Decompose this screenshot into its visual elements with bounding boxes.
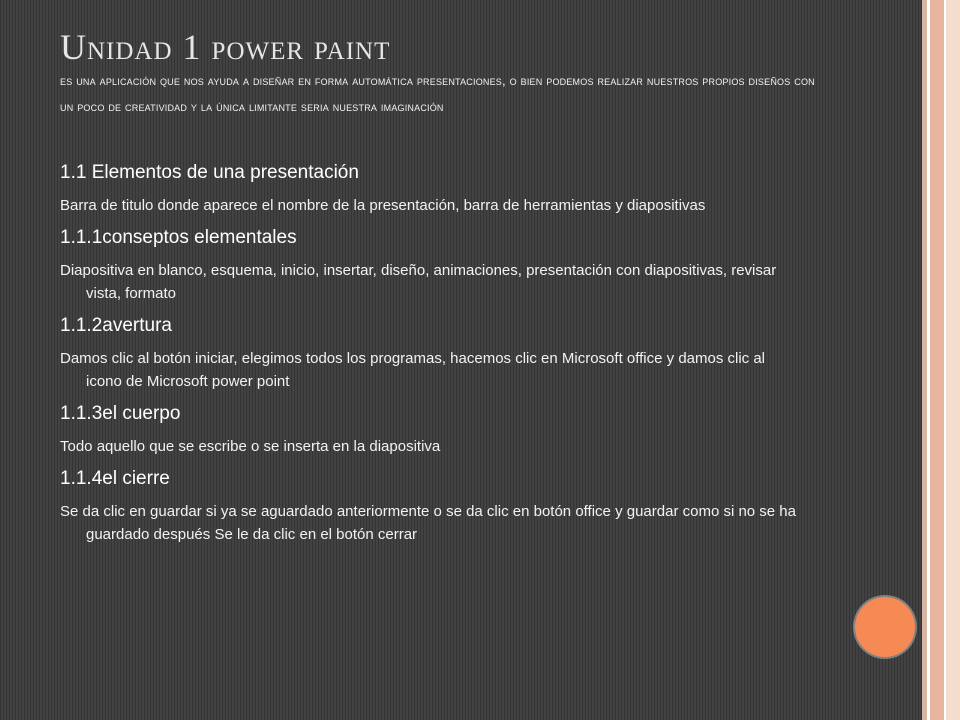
- slide-title: Unidad 1 power paint: [60, 27, 391, 67]
- accent-circle: [855, 597, 915, 657]
- slide-subtitle: es una aplicación que nos ayuda a diseñar en forma automática presentaciones, o bien podemos realizar nuestros propios diseños con un poco de creatividad y la única limitante seria nuestra imaginación: [60, 73, 815, 114]
- section-cierre: [60, 466, 800, 546]
- section-heading: 1.1.2avertura: [60, 315, 172, 336]
- section-text: Damos clic al botón iniciar, elegimos todos los programas, hacemos clic en Microsoft office y damos clic al icono de Microsoft power point: [60, 350, 766, 390]
- side-stripe-band: [930, 0, 944, 720]
- section-text: Se da clic en guardar si ya se aguardado anteriormente o se da clic en botón office y guardar como si no se ha guardado después Se le da clic en el botón cerrar: [60, 503, 796, 543]
- section-elementos: [60, 160, 800, 217]
- section-text: Diapositiva en blanco, esquema, inicio, insertar, diseño, animaciones, presentación con diapositivas, revisar vista, formato: [60, 262, 777, 302]
- section-text: Barra de titulo donde aparece el nombre de la presentación, barra de herramientas y diapositivas: [60, 197, 706, 214]
- section-heading: 1.1.4el cierre: [60, 468, 170, 489]
- section-cuerpo: [60, 401, 800, 458]
- section-heading: 1.1.3el cuerpo: [60, 403, 181, 424]
- slide-content: [60, 160, 800, 554]
- section-text: Todo aquello que se escribe o se inserta en la diapositiva: [60, 438, 441, 455]
- section-heading: 1.1 Elementos de una presentación: [60, 162, 359, 183]
- section-heading: 1.1.1conseptos elementales: [60, 227, 297, 248]
- side-stripe-outer: [946, 0, 960, 720]
- section-conseptos: [60, 225, 800, 305]
- section-avertura: [60, 313, 800, 393]
